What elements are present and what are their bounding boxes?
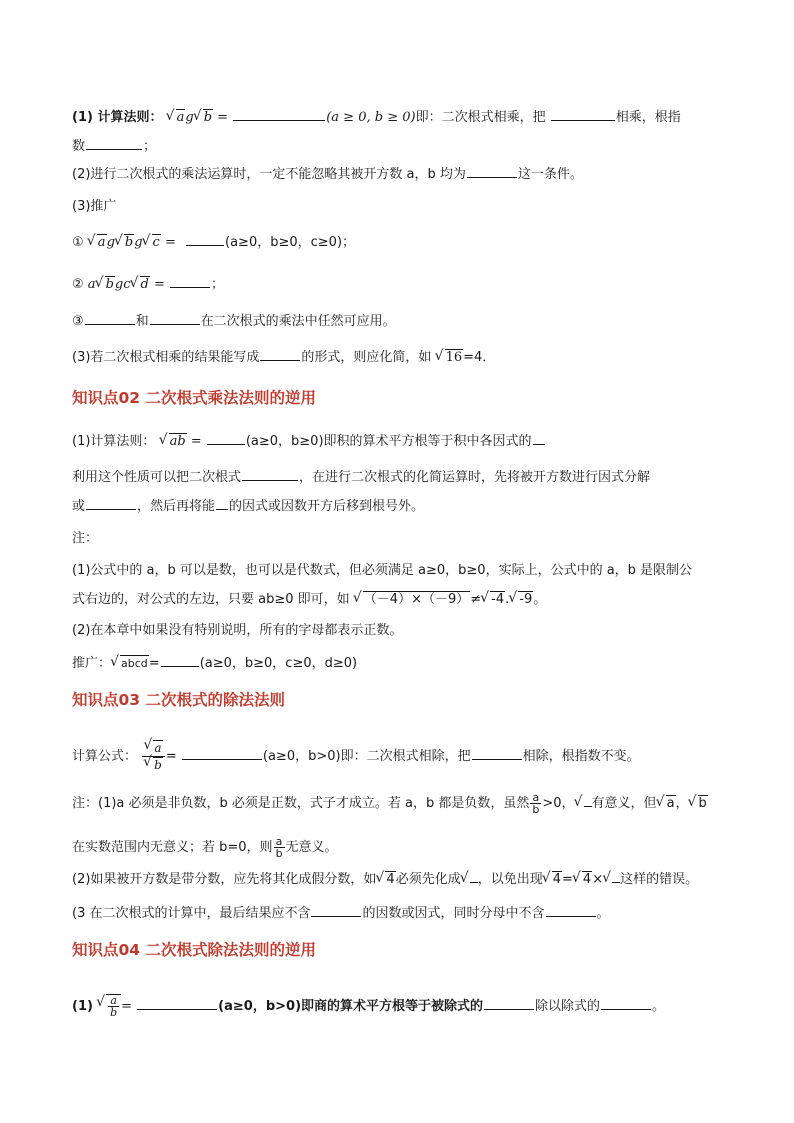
answer-blank[interactable] [472, 745, 522, 760]
rule-text: (a≥0，b>0)即商的算术平方根等于被除式的 [218, 999, 484, 1014]
rule-text: 除以除式的 [535, 999, 601, 1014]
rule-text: (2)进行二次根式的乘法运算时，一定不能忽略其被开方数 a，b 均为 [72, 167, 466, 182]
s1-line7 [72, 310, 734, 332]
answer-blank[interactable] [85, 310, 135, 325]
answer-blank[interactable] [207, 430, 245, 445]
sqrt-16: √ 16 [436, 348, 464, 368]
punctuation: ； [143, 139, 157, 154]
s3-note2 [72, 870, 734, 890]
s1-line5 [72, 231, 734, 253]
s3-note1b [72, 836, 734, 859]
answer-blank[interactable] [467, 163, 517, 178]
rule-text: 相除，根指数不变。 [522, 749, 640, 764]
equals: = [562, 872, 573, 887]
condition: (a ≥ 0, b ≥ 0) [326, 110, 416, 125]
rule-text: 无意义。 [285, 840, 338, 855]
condition: (a≥0，b≥0，c≥0)； [225, 235, 356, 250]
answer-blank[interactable] [86, 495, 136, 510]
rule-text: 即：二次根式相乘，把 [415, 110, 546, 125]
equals: = [121, 999, 133, 1014]
sqrt-abcd: √ abcd [111, 654, 149, 674]
answer-blank[interactable] [182, 745, 262, 760]
answer-blank[interactable] [484, 995, 534, 1010]
sqrt-blank [603, 870, 620, 890]
sqrt-a-over-b: √ $\frac{a}{b}$ [97, 994, 121, 1018]
answer-blank[interactable] [551, 106, 615, 121]
answer-blank[interactable] [233, 106, 325, 121]
rule-label: 计算公式： [72, 749, 138, 764]
answer-blank[interactable] [242, 466, 298, 481]
rule-text: 在二次根式的乘法中任然可应用。 [200, 314, 396, 329]
item-marker: ③ [72, 314, 84, 329]
rule-text: 或 [72, 499, 86, 514]
answer-blank[interactable] [311, 902, 361, 917]
rule-text: (a≥0，b>0)即：二次根式相除，把 [262, 749, 471, 764]
s1-line8 [72, 346, 734, 368]
answer-blank[interactable] [161, 652, 199, 667]
s2-note1a: (1)公式中的 a，b 可以是数，也可以是代数式，但必须满足 a≥0，b≥0，实际上，公式中的 a，b 是限制公 [72, 563, 693, 578]
heading-knowledge-03: 知识点03 二次根式的除法法则 [72, 691, 285, 709]
equals: = [148, 656, 160, 671]
fraction-a-over-b: $\frac{a}{b}$ [275, 835, 283, 860]
sqrt-4: √ 4 [543, 870, 562, 890]
s2-note2: (2)在本章中如果没有特别说明，所有的字母都表示正数。 [72, 623, 403, 638]
answer-blank[interactable] [546, 902, 596, 917]
answer-blank[interactable] [601, 995, 651, 1010]
s2-line2 [72, 466, 734, 488]
formula-product-coeff: a√ bgc√ d = [88, 277, 169, 292]
s3-line1 [72, 740, 734, 773]
answer-blank[interactable] [533, 430, 545, 445]
s1-line2 [72, 135, 734, 157]
rule-text: (3 在二次根式的计算中，最后结果应不含 [72, 906, 311, 921]
s1-line1 [72, 106, 734, 128]
s1-line3 [72, 163, 734, 185]
punctuation: 。 [652, 999, 666, 1014]
s2-line1 [72, 430, 734, 452]
s4-line1 [72, 994, 734, 1018]
formula-sqrt-a-times-sqrt-b: √ ag√ b = [167, 110, 233, 125]
s2-note1b: 式右边的，对公式的左边，只要 ab≥0 即可，如 √ （－4）×（－9）≠√ -4.√ -9。 [72, 590, 734, 610]
sqrt-4: √ 4 [376, 870, 395, 890]
s3-note1a [72, 792, 734, 815]
rule-label: 推广： [72, 656, 112, 671]
sqrt-product: √ （－4）×（－9） [354, 590, 470, 610]
answer-blank[interactable] [260, 346, 300, 361]
rule-text: 在实数范围内无意义；若 b=0，则 [72, 840, 273, 855]
s1-line4: (3)推广 [72, 199, 117, 214]
item-marker: ① [72, 235, 84, 250]
rule-text: =4． [463, 350, 496, 365]
punctuation: 。 [596, 906, 610, 921]
note-label: 注： [72, 531, 99, 546]
sqrt-neg9: √ -9 [509, 590, 533, 610]
rule-label: (1)计算法则： [72, 434, 156, 449]
rule-text: (3)若二次根式相乘的结果能写成 [72, 350, 260, 365]
heading-knowledge-04: 知识点04 二次根式除法法则的逆用 [72, 941, 316, 959]
rule-text: 的因式或因数开方后移到根号外。 [229, 499, 425, 514]
answer-blank[interactable] [186, 231, 224, 246]
rule-text: >0， [542, 796, 575, 811]
sqrt-a: √ a [657, 794, 676, 814]
answer-blank[interactable] [216, 495, 228, 510]
rule-text: 有意义，但 [591, 796, 657, 811]
answer-blank[interactable] [137, 995, 217, 1010]
rule-text: 必须先化成 [395, 872, 461, 887]
rule-text: 和 [135, 314, 149, 329]
punctuation: ， [675, 796, 689, 811]
s1-line6 [72, 273, 734, 295]
rule-text: 的因数或因式，同时分母中不含 [362, 906, 545, 921]
rule-text: ，在进行二次根式的化简运算时，先将被开方数进行因式分解 [299, 470, 651, 485]
item-marker: ② [72, 277, 84, 292]
sqrt-ab: √ ab [160, 432, 187, 452]
answer-blank[interactable] [150, 310, 200, 325]
s2-extension [72, 652, 734, 674]
sqrt-blank [461, 870, 478, 890]
sqrt-neg4: √ -4 [481, 590, 505, 610]
condition: (a≥0，b≥0，c≥0，d≥0) [199, 656, 358, 671]
formula-product-three: √ ag√ bg√ c = [88, 235, 180, 250]
sqrt-b: √ b [689, 794, 708, 814]
equals: = [190, 434, 202, 449]
punctuation: 。 [533, 592, 547, 607]
heading-knowledge-02: 知识点02 二次根式乘法法则的逆用 [72, 389, 316, 407]
equals: = [165, 749, 177, 764]
answer-blank[interactable] [170, 273, 210, 288]
rule-text: 相乘，根指 [615, 110, 681, 125]
punctuation: ； [211, 277, 225, 292]
times: × [592, 872, 604, 887]
rule-text: 的形式，则应化简，如 [301, 350, 432, 365]
rule-text: 利用这个性质可以把二次根式 [72, 470, 242, 485]
rule-text: 这样的错误。 [620, 872, 699, 887]
sqrt-blank [575, 794, 592, 814]
rule-label: (1) [72, 999, 93, 1014]
s2-line3 [72, 495, 734, 517]
answer-blank[interactable] [86, 135, 142, 150]
rule-label: (1) 计算法则： [72, 110, 163, 125]
rule-text: 这一条件。 [517, 167, 583, 182]
rule-text: (2)如果被开方数是带分数，应先将其化成假分数，如 [72, 872, 377, 887]
rule-text: 注：(1)a 必须是非负数，b 必须是正数，式子才成立。若 a，b 都是负数，虽然 [72, 796, 530, 811]
rule-text: 数 [72, 139, 86, 154]
fraction-a-over-b: $\frac{a}{b}$ [532, 791, 540, 816]
not-equal: ≠ [470, 592, 482, 607]
rule-text: ，以免出现 [477, 872, 543, 887]
fraction-sqrt-a-over-sqrt-b: √ a √ b [142, 740, 165, 773]
rule-text: 式右边的，对公式的左边，只要 ab≥0 即可，如 [72, 592, 350, 607]
rule-text: ，然后再将能 [137, 499, 216, 514]
rule-text: (a≥0，b≥0)即积的算术平方根等于积中各因式的 [245, 434, 532, 449]
sqrt-4: √ 4 [573, 870, 592, 890]
s3-note3 [72, 902, 734, 924]
